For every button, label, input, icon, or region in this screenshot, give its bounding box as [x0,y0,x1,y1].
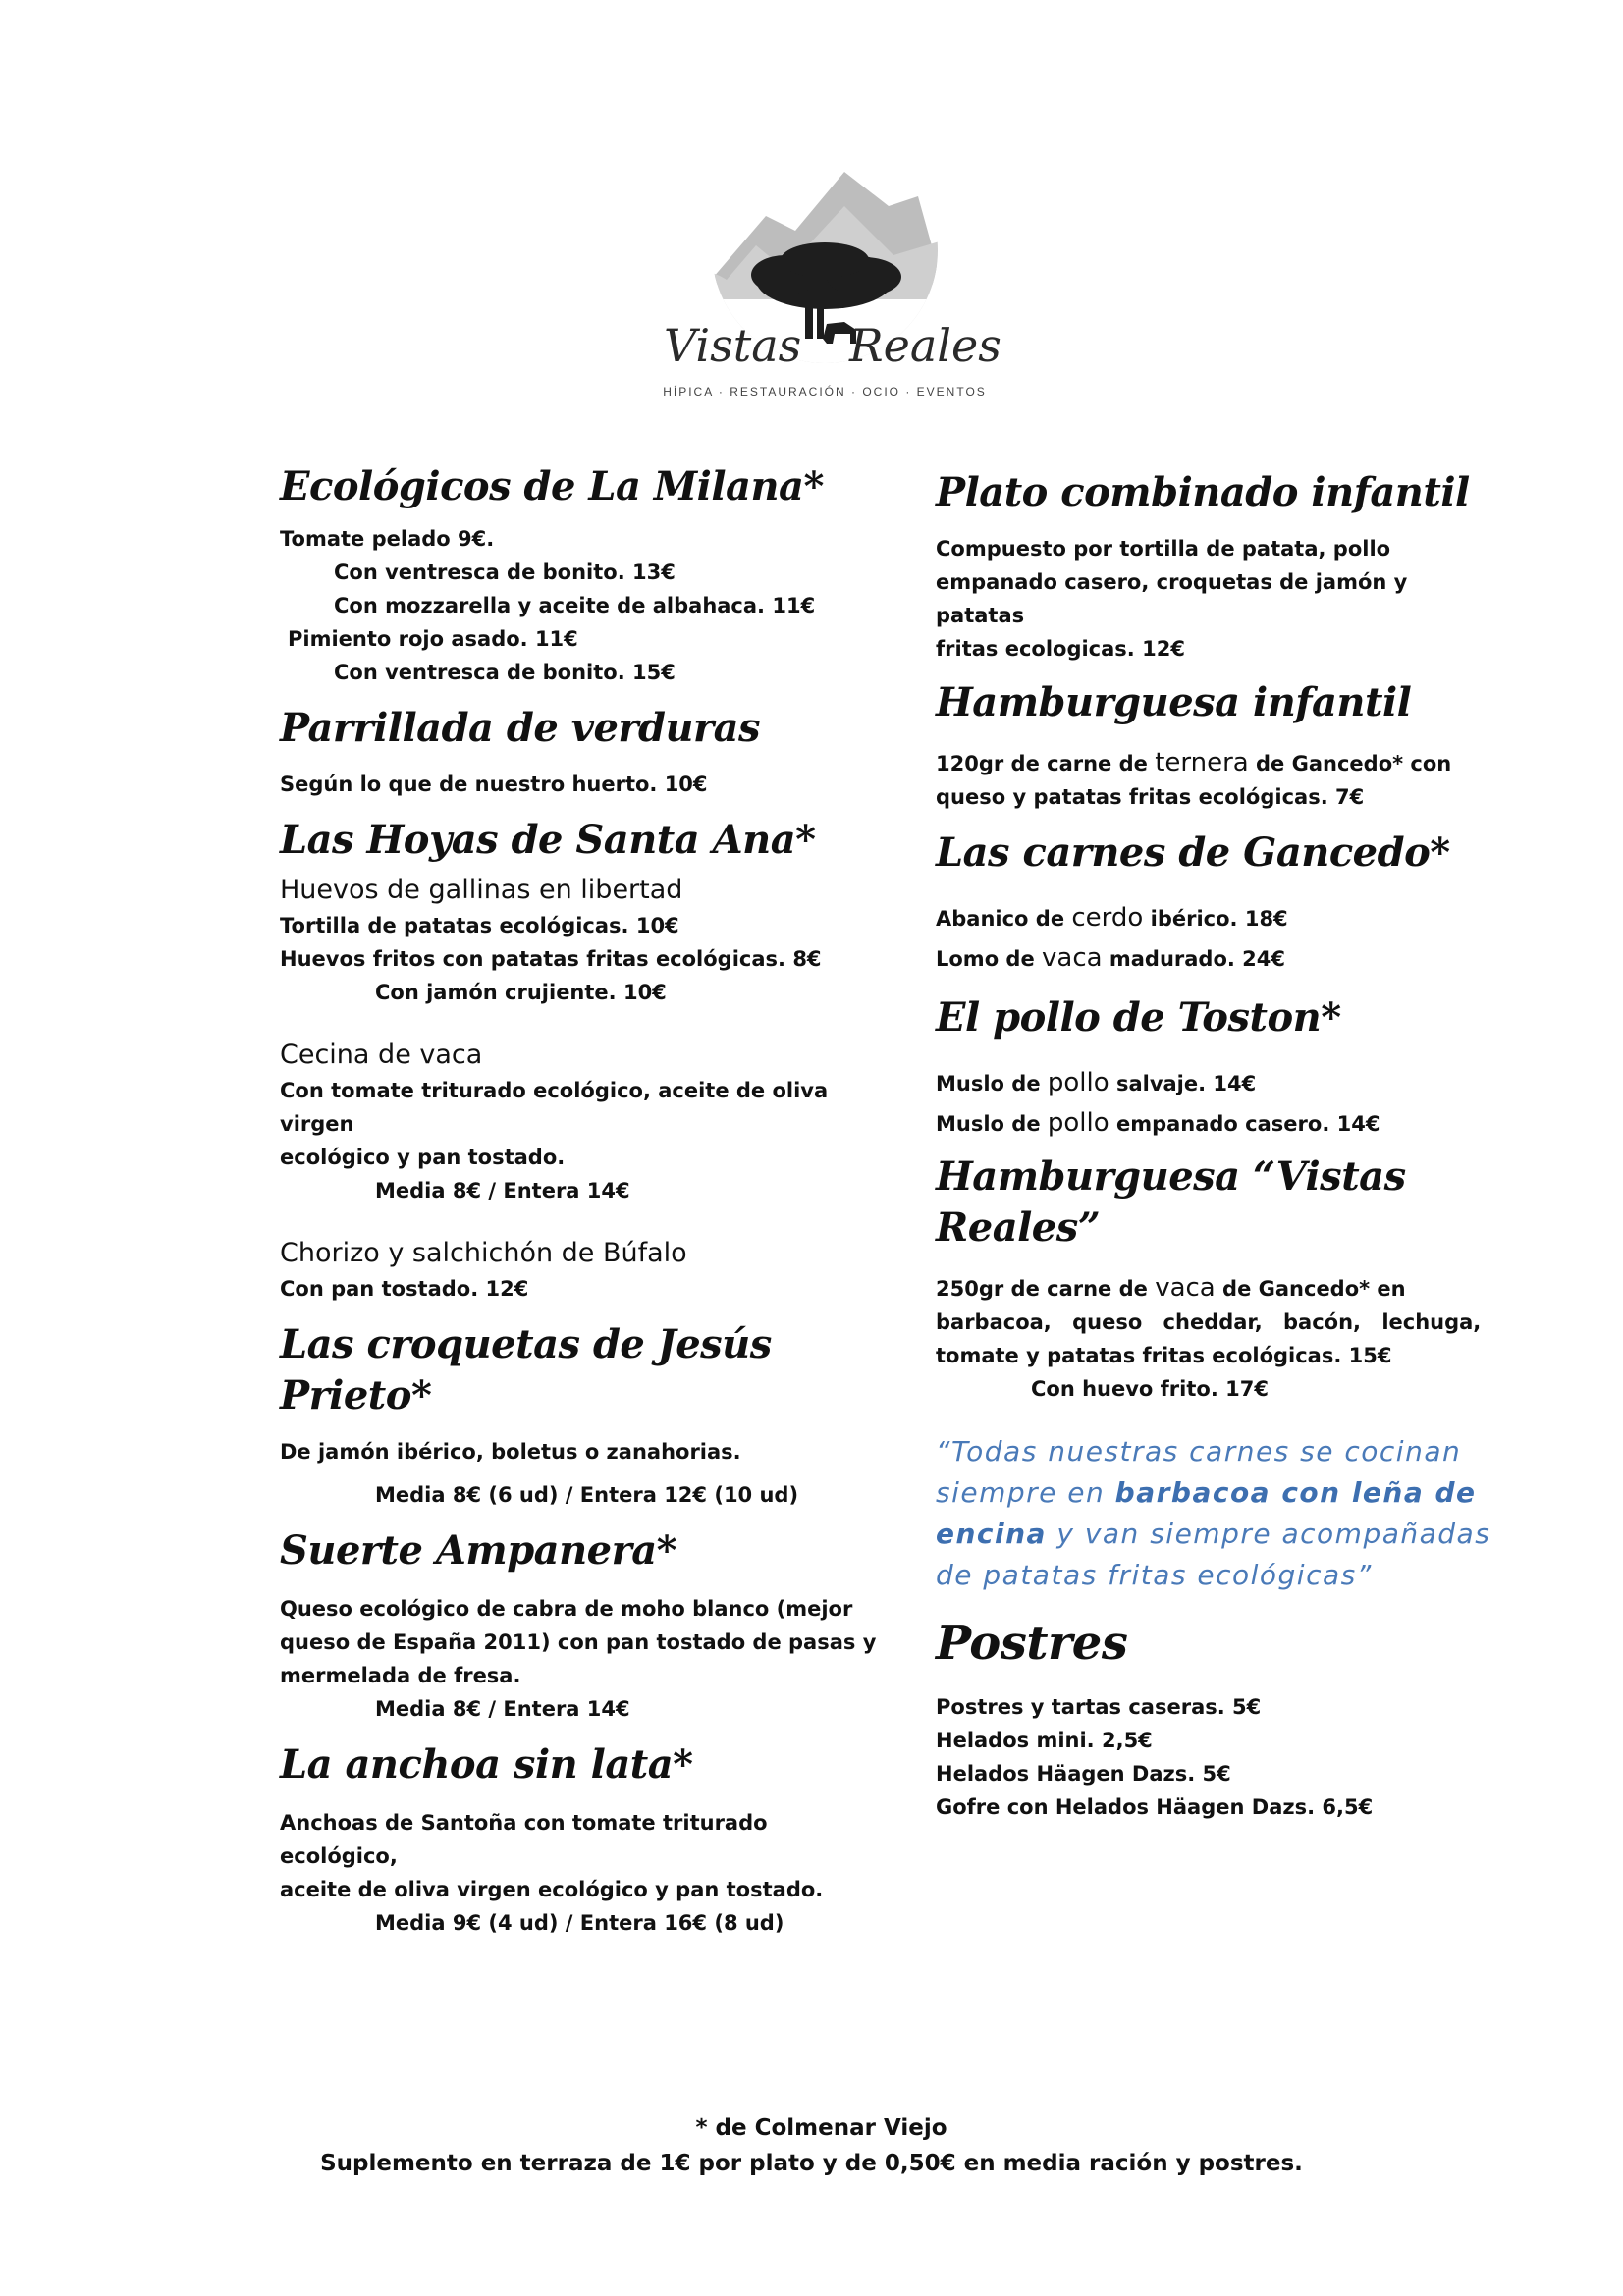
section-hamburguesa-vistas-reales [936,1151,1497,1406]
menu-item: Muslo de pollo empanado casero. 14€ [936,1108,1380,1138]
brand-name-left: Vistas [664,319,802,372]
menu-item: mermelada de fresa. [280,1664,521,1687]
quote-line: “Todas nuestras carnes se cocinan [936,1435,1462,1468]
section-postres [936,1614,1497,1824]
menu-item: barbacoa, queso cheddar, bacón, lechuga, [936,1310,1482,1334]
brand-name-right: Reales [849,319,1001,372]
quote-line: encina y van siempre acompañadas [936,1518,1491,1550]
menu-item: Gofre con Helados Häagen Dazs. 6,5€ [936,1795,1374,1819]
menu-price: Media 8€ / Entera 14€ [375,1697,630,1721]
section-heading: Plato combinado infantil [936,469,1470,515]
menu-item: Helados Häagen Dazs. 5€ [936,1762,1231,1786]
menu-item: tomate y patatas fritas ecológicas. 15€ [936,1344,1392,1367]
left-column [280,461,889,1940]
menu-item: De jamón ibérico, boletus o zanahorias. [280,1440,741,1464]
brand-tagline: HÍPICA · RESTAURACIÓN · OCIO · EVENTOS [663,385,987,399]
section-heading: Hamburguesa infantil [936,679,1412,725]
section-heading: Hamburguesa “Vistas Reales” [936,1153,1406,1251]
section-pollo-toston [936,992,1497,1144]
menu-price: Media 8€ (6 ud) / Entera 12€ (10 ud) [375,1483,799,1507]
menu-item: Postres y tartas caseras. 5€ [936,1695,1262,1719]
section-hoyas-santa-ana [280,815,889,1306]
menu-item: Abanico de cerdo ibérico. 18€ [936,903,1288,933]
section-anchoa [280,1739,889,1940]
origin-note: * de Colmenar Viejo [695,2115,947,2141]
menu-item: queso y patatas fritas ecológicas. 7€ [936,785,1365,809]
menu-item: empanado casero, croquetas de jamón y patatas [936,570,1408,627]
menu-item: aceite de oliva virgen ecológico y pan tostado. [280,1878,824,1901]
restaurant-logo [648,137,1001,412]
menu-item: Huevos fritos con patatas fritas ecológicas. 8€ [280,947,822,971]
section-heading: Las croquetas de Jesús Prieto* [280,1321,772,1418]
quote-line: siempre en barbacoa con leña de [936,1476,1477,1509]
section-heading: Las carnes de Gancedo* [936,829,1450,876]
section-heading: Postres [936,1616,1128,1671]
menu-item: Con ventresca de bonito. 15€ [334,661,676,684]
footer-notes [0,2110,1623,2181]
menu-item: Según lo que de nuestro huerto. 10€ [280,773,708,796]
menu-item: Con pan tostado. 12€ [280,1277,529,1301]
menu-price: Media 8€ / Entera 14€ [375,1179,630,1202]
group-title: Huevos de gallinas en libertad [280,875,683,905]
menu-item: 250gr de carne de vaca de Gancedo* en [936,1273,1406,1303]
menu-item: Con jamón crujiente. 10€ [375,981,667,1004]
section-heading: Parrillada de verduras [280,705,761,751]
menu-item: queso de España 2011) con pan tostado de pasas y [280,1630,877,1654]
menu-item: Compuesto por tortilla de patata, pollo [936,537,1391,561]
section-parrillada [280,703,889,801]
menu-item: 120gr de carne de ternera de Gancedo* con [936,748,1452,777]
menu-item: Muslo de pollo salvaje. 14€ [936,1068,1257,1097]
section-plato-infantil [936,467,1497,666]
menu-price: Media 9€ (4 ud) / Entera 16€ (8 ud) [375,1911,784,1935]
menu-item: ecológico y pan tostado. [280,1146,566,1169]
section-heading: El pollo de Toston* [936,994,1341,1041]
menu-item: Con ventresca de bonito. 13€ [334,561,676,584]
menu-item: Anchoas de Santoña con tomate triturado ecológico, [280,1811,768,1868]
section-heading: La anchoa sin lata* [280,1741,693,1788]
terrace-supplement-note: Suplemento en terraza de 1€ por plato y de 0,50€ en media ración y postres. [320,2151,1303,2176]
menu-item: Tortilla de patatas ecológicas. 10€ [280,914,679,937]
menu-item: Queso ecológico de cabra de moho blanco (mejor [280,1597,853,1621]
menu-item: Helados mini. 2,5€ [936,1729,1153,1752]
menu-item: Tomate pelado 9€. [280,527,495,551]
group-title: Cecina de vaca [280,1040,483,1070]
menu-item: Pimiento rojo asado. 11€ [288,627,578,651]
section-hamburguesa-infantil [936,677,1497,814]
section-ecologicos-milana [280,461,889,689]
group-title: Chorizo y salchichón de Búfalo [280,1238,687,1268]
section-suerte-ampanera [280,1525,889,1726]
section-carnes-gancedo [936,828,1497,979]
menu-item: Lomo de vaca madurado. 24€ [936,943,1286,973]
menu-price: Con huevo frito. 17€ [1031,1377,1269,1401]
section-heading: Ecológicos de La Milana* [280,463,824,509]
bbq-quote [936,1431,1497,1596]
section-croquetas [280,1319,889,1512]
menu-item: fritas ecologicas. 12€ [936,637,1185,661]
menu-item: Con tomate triturado ecológico, aceite de oliva virgen [280,1079,829,1136]
right-column [936,467,1497,1824]
quote-line: de patatas fritas ecológicas” [936,1559,1373,1591]
section-heading: Suerte Ampanera* [280,1527,677,1574]
menu-item: Con mozzarella y aceite de albahaca. 11€ [334,594,816,617]
section-heading: Las Hoyas de Santa Ana* [280,817,816,863]
